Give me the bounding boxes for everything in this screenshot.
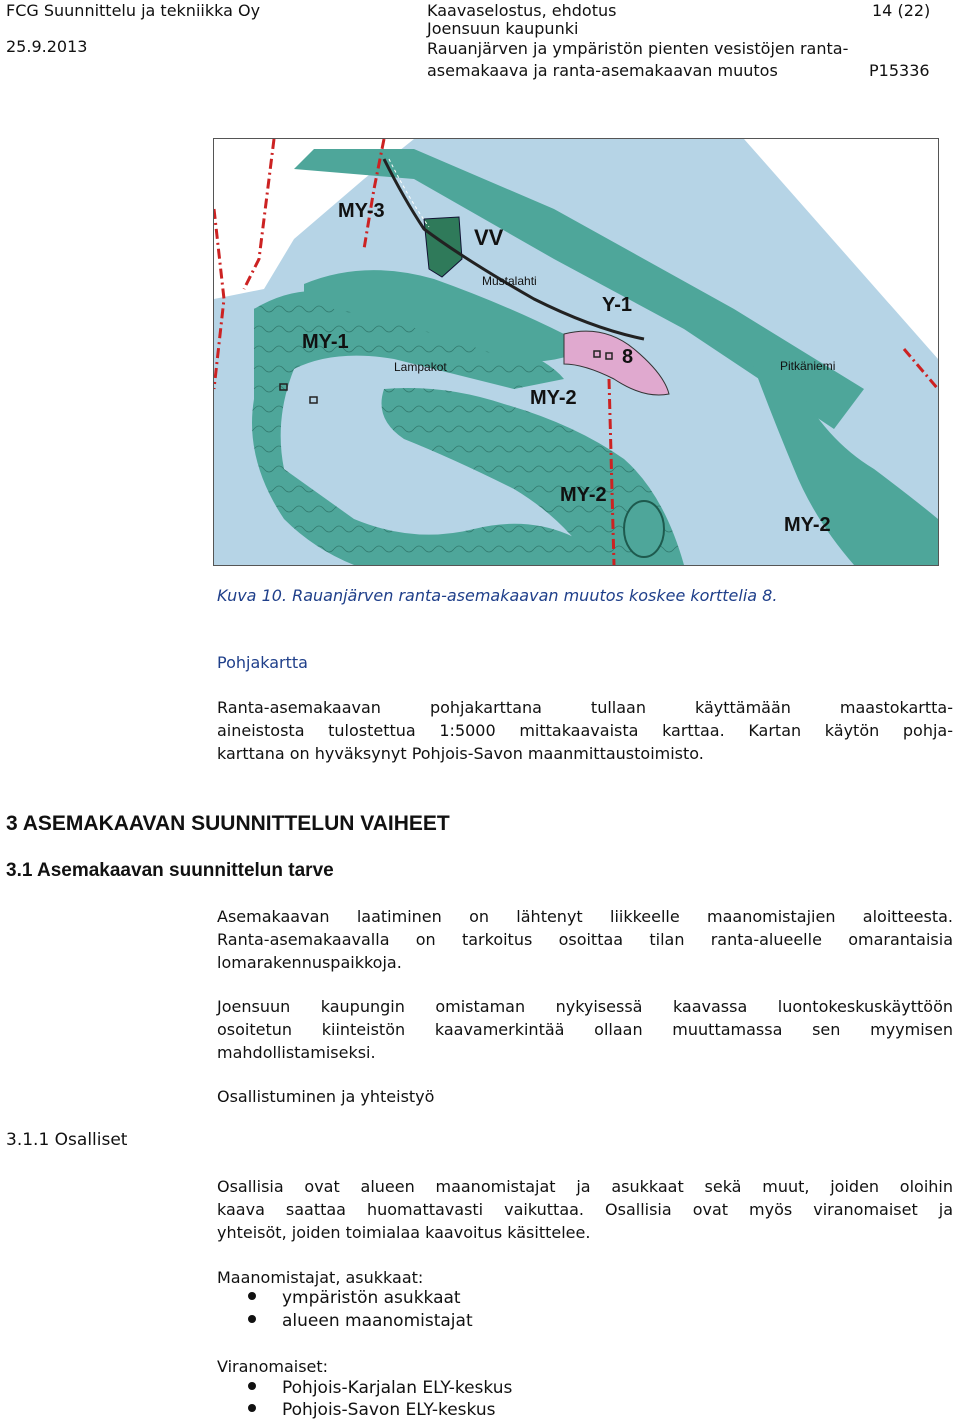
- pohjakartta-line-3: karttana on hyväksynyt Pohjois-Savon maanmittaustoimisto.: [217, 744, 704, 763]
- figure-caption: Kuva 10. Rauanjärven ranta-asemakaavan muutos koskee korttelia 8.: [217, 586, 778, 605]
- section-3-1-subtitle: Osallistuminen ja yhteistyö: [217, 1087, 435, 1106]
- section-3-1-1-line-1: Osallisia ovat alueen maanomistajat ja asukkaat sekä muut, joiden oloihin: [217, 1177, 953, 1196]
- header-date: 25.9.2013: [6, 37, 88, 56]
- map-label-lampakot: Lampakot: [394, 360, 447, 374]
- section-3-1-heading: 3.1 Asemakaavan suunnittelun tarve: [6, 860, 334, 881]
- map-label-y1: Y-1: [602, 294, 633, 316]
- section-3-1-p1-line-2: Ranta-asemakaavalla on tarkoitus osoittaa tilan ranta-alueelle omarantaisia: [217, 930, 953, 949]
- map-label-my1: MY-1: [302, 331, 349, 353]
- section-3-1-paragraph-2: [217, 995, 953, 1064]
- authorities-item-text: Pohjois-Karjalan ELY-keskus: [282, 1378, 513, 1398]
- authorities-list-item: [248, 1377, 512, 1400]
- pohjakartta-line-2: aineistosta tulostettua 1:5000 mittakaavaista karttaa. Kartan käytön pohja-: [217, 721, 953, 740]
- authorities-list-item: [248, 1399, 495, 1422]
- pohjakartta-paragraph: [217, 696, 953, 765]
- header-city: Joensuun kaupunki: [427, 19, 579, 38]
- owners-item-text: ympäristön asukkaat: [282, 1288, 461, 1308]
- section-3-1-p2-line-3: mahdollistamiseksi.: [217, 1043, 376, 1062]
- header-company: FCG Suunnittelu ja tekniikka Oy: [6, 1, 261, 20]
- map-label-pitkaniemi: Pitkäniemi: [780, 359, 836, 373]
- authorities-item-text: Pohjois-Savon ELY-keskus: [282, 1400, 496, 1420]
- map-label-my2-b: MY-2: [560, 484, 607, 506]
- plan-map: [213, 138, 939, 566]
- map-label-vv: VV: [474, 225, 504, 250]
- authorities-title: Viranomaiset:: [217, 1357, 329, 1376]
- section-3-1-p1-line-1: Asemakaavan laatiminen on lähtenyt liikkeelle maanomistajien aloitteesta.: [217, 907, 953, 926]
- header-page-number: 14 (22): [872, 1, 931, 20]
- map-label-my3: MY-3: [338, 200, 385, 222]
- section-3-1-p2-line-2: osoitetun kiinteistön kaavamerkintää ollaan muuttamassa sen myymisen: [217, 1020, 953, 1039]
- section-3-1-1-paragraph: [217, 1175, 953, 1244]
- section-3-1-p1-line-3: lomarakennuspaikkoja.: [217, 953, 402, 972]
- bullet-icon: [248, 1404, 256, 1412]
- pohjakartta-line-1: Ranta-asemakaavan pohjakarttana tullaan käyttämään maastokartta-: [217, 698, 953, 717]
- section-3-1-1-heading: 3.1.1 Osalliset: [6, 1130, 128, 1150]
- bullet-icon: [248, 1382, 256, 1390]
- header-doc-type: Kaavaselostus, ehdotus: [427, 1, 617, 20]
- section-3-1-p2-line-1: Joensuun kaupungin omistaman nykyisessä kaavassa luontokeskuskäyttöön: [217, 997, 953, 1016]
- map-label-my2-c: MY-2: [784, 514, 831, 536]
- owners-list-item: [248, 1310, 473, 1333]
- owners-list-item: [248, 1287, 461, 1310]
- map-label-my2-a: MY-2: [530, 387, 577, 409]
- header-project-code: P15336: [869, 61, 930, 80]
- bullet-icon: [248, 1315, 256, 1323]
- plan-map-svg: [214, 139, 938, 565]
- pohjakartta-title: Pohjakartta: [217, 653, 308, 672]
- map-label-mustalahti: Mustalahti: [482, 274, 537, 288]
- section-3-1-1-line-3: yhteisöt, joiden toimialaa kaavoitus käsittelee.: [217, 1223, 591, 1242]
- section-3-heading: 3 ASEMAKAAVAN SUUNNITTELUN VAIHEET: [6, 812, 450, 835]
- map-label-block8: 8: [622, 346, 634, 368]
- island: [624, 501, 664, 557]
- section-3-1-paragraph-1: [217, 905, 953, 974]
- owners-title: Maanomistajat, asukkaat:: [217, 1268, 424, 1287]
- bullet-icon: [248, 1292, 256, 1300]
- header-project-line1: Rauanjärven ja ympäristön pienten vesistöjen ranta-: [427, 39, 849, 58]
- header-project-line2: asemakaava ja ranta-asemakaavan muutos: [427, 61, 778, 80]
- section-3-1-1-line-2: kaava saattaa huomattavasti vaikuttaa. Osallisia ovat myös viranomaiset ja: [217, 1200, 953, 1219]
- owners-item-text: alueen maanomistajat: [282, 1311, 473, 1331]
